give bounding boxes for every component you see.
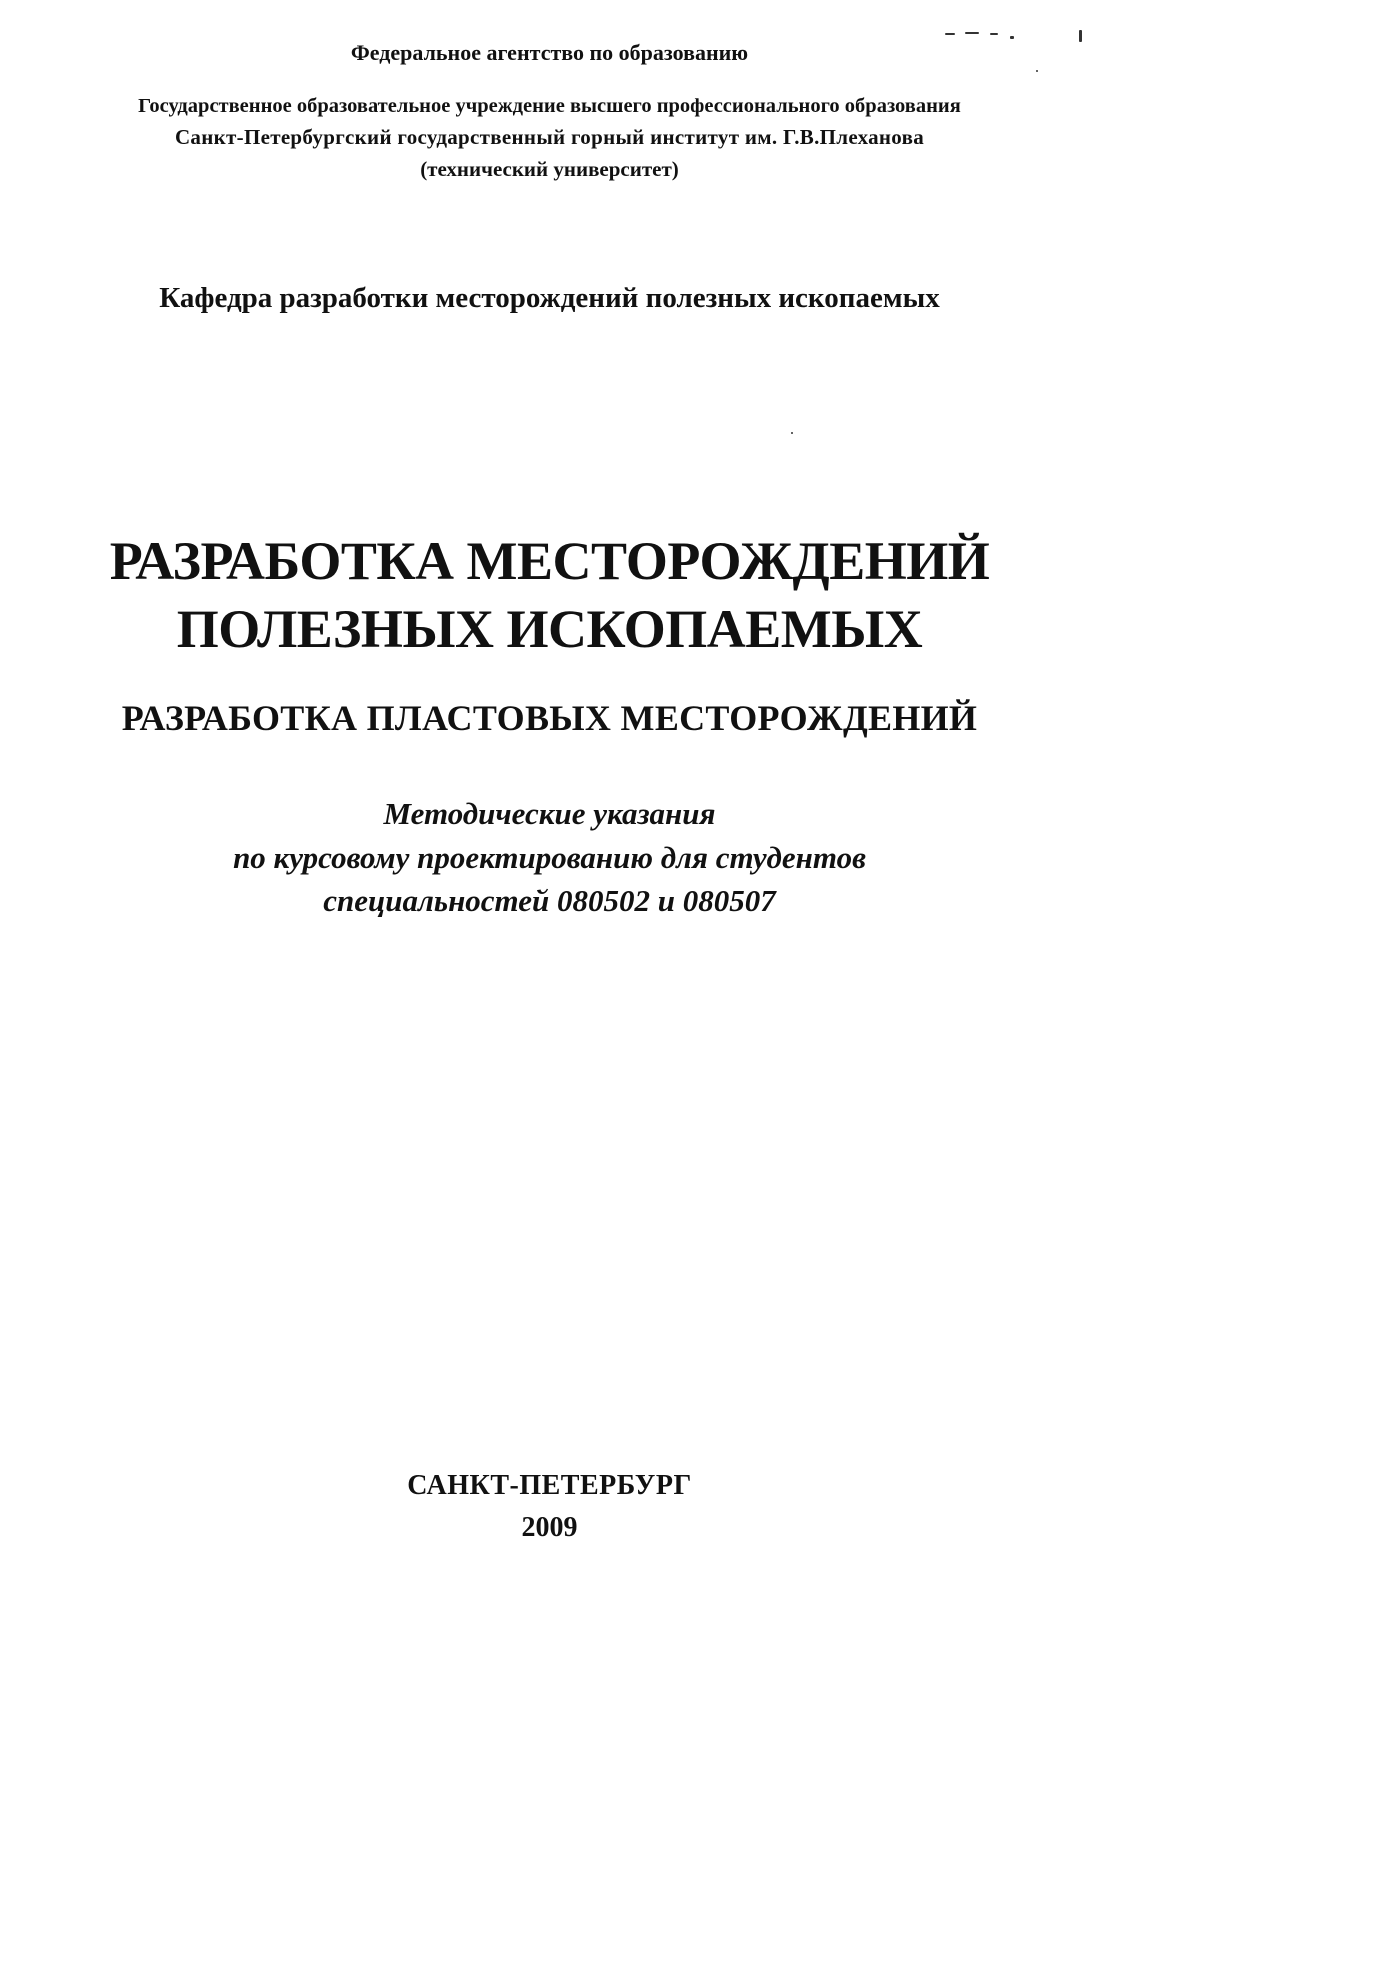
- scan-artifact: [1036, 70, 1038, 72]
- description-line-3: специальностей 080502 и 080507: [323, 883, 776, 918]
- department-name: Кафедра разработки месторождений полезных ископаемых: [159, 282, 940, 314]
- scan-artifact: [990, 33, 998, 35]
- description-line-1: Методические указания: [383, 796, 716, 831]
- scan-artifact: [1010, 36, 1014, 39]
- main-title-line-1: РАЗРАБОТКА МЕСТОРОЖДЕНИЙ: [109, 531, 990, 591]
- publication-year: 2009: [521, 1512, 578, 1543]
- publication-city: САНКТ-ПЕТЕРБУРГ: [407, 1470, 692, 1501]
- institution-line-2: Санкт-Петербургский государственный горный институт им. Г.В.Плеханова: [174, 125, 925, 149]
- institution-line-3: (технический университет): [420, 157, 679, 181]
- description-line-2: по курсовому проектированию для студентов: [233, 840, 866, 875]
- subtitle: РАЗРАБОТКА ПЛАСТОВЫХ МЕСТОРОЖДЕНИЙ: [121, 698, 978, 738]
- scan-artifact: [945, 33, 955, 35]
- scan-artifact: [791, 432, 793, 434]
- scan-artifact: [965, 32, 979, 34]
- main-title-line-2: ПОЛЕЗНЫХ ИСКОПАЕМЫХ: [176, 599, 923, 659]
- institution-line-1: Государственное образовательное учреждение высшего профессионального образования: [138, 95, 961, 117]
- agency-name: Федеральное агентство по образованию: [350, 40, 749, 65]
